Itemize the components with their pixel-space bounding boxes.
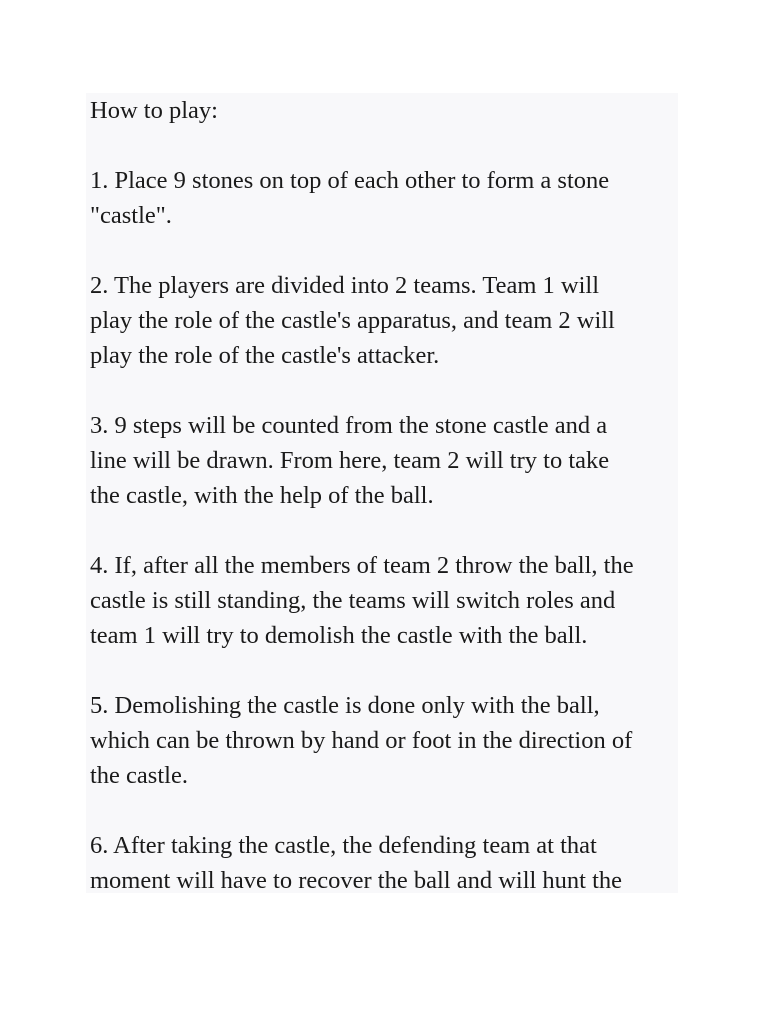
paragraph-1 xyxy=(90,163,678,233)
paragraph-4 xyxy=(90,548,678,653)
paragraph-line: 3. 9 steps will be counted from the stone castle and a xyxy=(90,412,608,439)
paragraph-line: team 1 will try to demolish the castle with the ball. xyxy=(90,622,588,649)
paragraph-line: the castle, with the help of the ball. xyxy=(90,482,434,509)
paragraph-5 xyxy=(90,688,678,793)
paragraph-line: 4. If, after all the members of team 2 throw the ball, the xyxy=(90,552,634,579)
paragraph-line: 6. After taking the castle, the defending team at that xyxy=(90,832,597,859)
paragraph-line: line will be drawn. From here, team 2 will try to take xyxy=(90,447,610,474)
paragraph-line: play the role of the castle's attacker. xyxy=(90,342,440,369)
paragraph-6 xyxy=(90,828,678,893)
paragraph-line: play the role of the castle's apparatus, and team 2 will xyxy=(90,307,615,334)
paragraph-line: 2. The players are divided into 2 teams. Team 1 will xyxy=(90,272,600,299)
paragraph-line: the castle. xyxy=(90,762,188,789)
paragraph-line: 5. Demolishing the castle is done only with the ball, xyxy=(90,692,600,719)
paragraph-2 xyxy=(90,268,678,373)
document-page xyxy=(86,93,678,893)
paragraph-line: moment will have to recover the ball and will hunt the xyxy=(90,867,623,893)
document-heading: How to play: xyxy=(90,97,218,124)
paragraph-line: castle is still standing, the teams will switch roles and xyxy=(90,587,616,614)
paragraph-line: "castle". xyxy=(90,202,172,229)
paragraph-line: which can be thrown by hand or foot in the direction of xyxy=(90,727,633,754)
paragraph-3 xyxy=(90,408,678,513)
paragraph-line: 1. Place 9 stones on top of each other to form a stone xyxy=(90,167,610,194)
heading-block xyxy=(90,93,678,128)
